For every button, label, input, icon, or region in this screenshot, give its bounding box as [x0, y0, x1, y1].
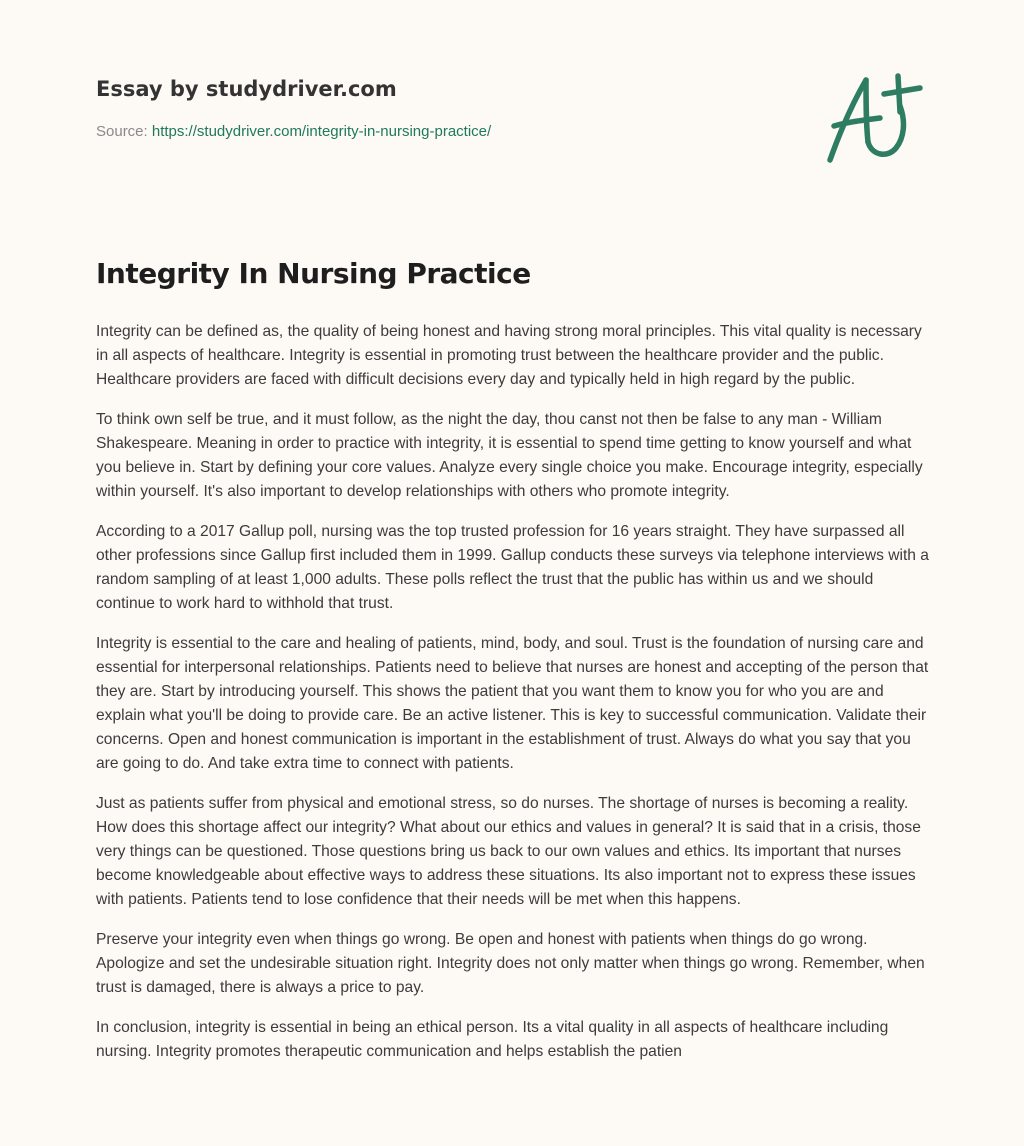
a-plus-grade-icon [822, 66, 928, 166]
essay-paragraph: Integrity is essential to the care and healing of patients, mind, body, and soul. Trust is the foundation of nursing care and essential for interpersonal relationships. Patients need to believe that nurses are honest and accepting of the person that they are. Start by introducing yourself. This shows the patient that you want them to know you for who you are and explain what you'll be doing to provide care. Be an active listener. This is key to successful communication. Validate their concerns. Open and honest communication is important in the establishment of trust. Always do what you say that you are going to do. And take extra time to connect with patients. [96, 635, 929, 772]
site-title: Essay by studydriver.com [96, 77, 397, 101]
source-label: Source: [96, 123, 152, 140]
source-line [96, 122, 928, 142]
essay-content [96, 252, 936, 1080]
essay-title: Integrity In Nursing Practice [96, 257, 531, 290]
essay-paragraph: Preserve your integrity even when things go wrong. Be open and honest with patients when things do go wrong. Apologize and set the undesirable situation right. Integrity does not only matter when things go wrong. Remember, when trust is damaged, there is always a price to pay. [96, 931, 925, 996]
page-header [96, 74, 928, 142]
source-link[interactable]: https://studydriver.com/integrity-in-nursing-practice/ [151, 123, 492, 140]
essay-paragraph: Just as patients suffer from physical and emotional stress, so do nurses. The shortage of nurses is becoming a reality. How does this shortage affect our integrity? What about our ethics and values in general? It is said that in a crisis, those very things can be questioned. Those questions bring us back to our own values and ethics. Its important that nurses become knowledgeable about effective ways to address these situations. Its also important not to express these issues with patients. Patients tend to lose confidence that their needs will be met when this happens. [96, 795, 921, 908]
essay-paragraph: Integrity can be defined as, the quality of being honest and having strong moral principles. This vital quality is necessary in all aspects of healthcare. Integrity is essential in promoting trust between the healthcare provider and the public. Healthcare providers are faced with difficult decisions every day and typically held in high regard by the public. [96, 323, 922, 388]
essay-paragraph: In conclusion, integrity is essential in being an ethical person. Its a vital quality in all aspects of healthcare including nursing. Integrity promotes therapeutic communication and helps establish the patien [96, 1019, 889, 1060]
essay-paragraph: To think own self be true, and it must follow, as the night the day, thou canst not then be false to any man - William Shakespeare. Meaning in order to practice with integrity, it is essential to spend time getting to know yourself and what you believe in. Start by defining your core values. Analyze every single choice you make. Encourage integrity, especially within yourself. It's also important to develop relationships with others who promote integrity. [96, 411, 923, 500]
essay-paragraph: According to a 2017 Gallup poll, nursing was the top trusted profession for 16 years straight. They have surpassed all other professions since Gallup first included them in 1999. Gallup conducts these surveys via telephone interviews with a random sampling of at least 1,000 adults. These polls reflect the trust that the public has within us and we should continue to work hard to withhold that trust. [96, 523, 929, 612]
